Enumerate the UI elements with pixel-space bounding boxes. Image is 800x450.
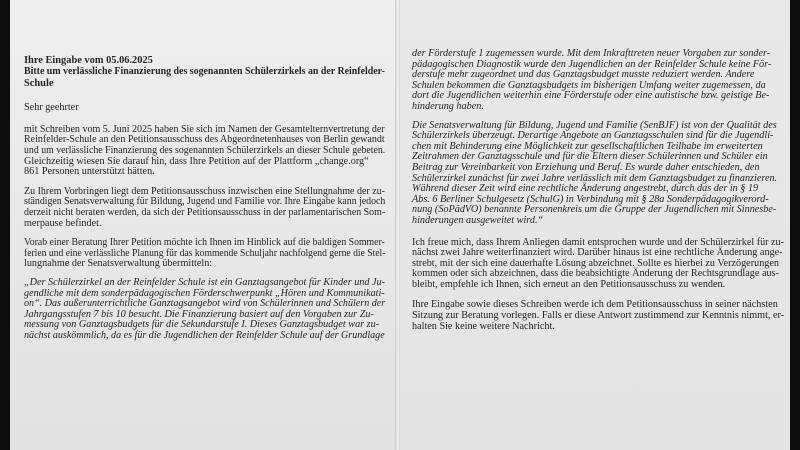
- text-line: hinderung haben.: [412, 100, 484, 112]
- text-line: mit Schreiben vom 5. Juni 2025 haben Sie sich im Namen der Gesamtelternvertretung der: [24, 123, 385, 135]
- letter-page-right: [400, 0, 790, 450]
- text-line: Schülerzirkels überzeugt. Derartige Angebote an Ganztagsschulen sind für die Jugendli-: [412, 130, 774, 142]
- quoted-statement-decision: [412, 121, 784, 227]
- paragraph-status: [24, 187, 385, 229]
- text-line: bleibt, empfehle ich Ihnen, sich erneut an den Petitionsausschuss zu wenden.: [412, 278, 726, 290]
- subject-line: Schule: [24, 77, 54, 89]
- text-line: nächst auskömmlich, da es für die Jugendlichen der Reinfelder Schule auf der Grundlage: [24, 329, 385, 341]
- text-line: dort die Jugendlichen weiterhin eine Förderstufe oder eine autistische bzw. geistige Be-: [412, 90, 770, 102]
- text-line: kommen oder sich abzeichnen, dass die beabsichtigte Änderung der Rechtsgrundlage aus-: [412, 268, 779, 280]
- text-line: strebt, mit der sich eine dauerhafte Lösung abzeichnet. Sollte es hierbei zu Verzögerungen: [412, 257, 779, 269]
- text-line: nächst zwei Jahre weiterfinanziert wird. Darüber hinaus ist eine rechtliche Änderung ange-: [412, 247, 783, 259]
- text-line: Während dieser Zeit wird eine rechtliche Änderung angestrebt, durch das der in § 19: [412, 183, 759, 195]
- letter-page-left: [10, 0, 395, 450]
- scan-border-left: [0, 0, 10, 450]
- text-line: hinderungen ausgeweitet wird.“: [412, 214, 544, 226]
- paragraph-intro: [24, 125, 385, 178]
- quoted-statement-start: [24, 278, 385, 342]
- letter-subject: [24, 55, 385, 89]
- quoted-statement-continued: [412, 49, 784, 113]
- text-line: Jahrgangsstufen 7 bis 10 besucht. Die Finanzierung basiert auf den Vorgaben zur Zu-: [24, 308, 374, 320]
- text-line: nung (SoPädVO) benannte Personenkreis um die Gruppe der Jugendlichen mit Sinnesbe-: [412, 204, 777, 216]
- text-line: messung von Ganztagsbudgets für die Sekundarstufe I. Dieses Ganztagsbudget war zu-: [24, 319, 380, 331]
- text-line: der Förderstufe 1 zugemessen wurde. Mit dem Inkrafttreten neuer Vorgaben zur sonder-: [412, 48, 771, 59]
- text-line: ferien und eine verlässliche Planung für das kommende Schuljahr nachfolgend gerne die Stel-: [24, 247, 386, 259]
- paragraph-next-steps: [412, 300, 784, 332]
- text-line: chen mit Behinderung eine Möglichkeit zur gesellschaftlichen Teilhabe im erweiterten: [412, 140, 763, 152]
- text-line: derzeit nicht beraten werden, da sich der Petitionsausschuss in der parlamentarischen Som-: [24, 206, 386, 218]
- salutation: Sehr geehrter: [24, 102, 79, 114]
- text-line: 861 Personen unterstützt hätten.: [24, 166, 155, 178]
- text-line: Zeitrahmen der Ganztagsschule und für die Eltern dieser Schülerinnen und Schüler ein: [412, 151, 768, 163]
- text-line: Die Senatsverwaltung für Bildung, Jugend und Familie (SenBJF) ist von der Qualität des: [412, 119, 777, 131]
- paragraph-outcome: [412, 238, 784, 291]
- text-line: Sitzung zur Beratung vorlegen. Falls er diese Antwort zustimmend zur Kenntnis nimmt, er-: [412, 310, 785, 322]
- text-line: Schulen bekommen die Ganztagsbudgets im bisherigen Umfang weiter zugemessen, da: [412, 79, 766, 91]
- text-line: Reinfelder-Schule an den Petitionsausschuss des Abgeordnetenhauses von Berlin gewandt: [24, 134, 385, 146]
- text-line: Abs. 6 Berliner Schulgesetz (SchulG) in Verbindung mit § 28a Sonderpädagogikverord-: [412, 193, 769, 205]
- text-line: ständigen Senatsverwaltung für Bildung, Jugend und Familie vor. Ihre Eingabe kann jedoch: [24, 196, 386, 208]
- text-line: Beitrag zur Vereinbarkeit von Erziehung und Beruf. Es wurde daher entschieden, den: [412, 161, 760, 173]
- text-line: Ich freue mich, dass Ihrem Anliegen damit entsprochen wurde und der Schülerzirkel für zu-: [412, 236, 785, 248]
- text-line: Vorab einer Beratung Ihrer Petition möchte ich Ihnen im Hinblick auf die baldigen Sommer-: [24, 237, 385, 249]
- subject-line: Bitte um verlässliche Finanzierung des sogenannten Schülerzirkels an der Reinfelder-: [24, 66, 385, 78]
- text-line: Schülerzirkel zunächst für zwei Jahre verlässlich mit dem Ganztagsbudget zu finanzieren.: [412, 172, 778, 184]
- scan-border-right: [790, 0, 800, 450]
- text-line: Zu Ihrem Vorbringen liegt dem Petitionsausschuss inzwischen eine Stellungnahme der zu-: [24, 185, 386, 197]
- text-line: pädagogischen Diagnostik wurde den Jugendlichen an der Reinfelder Schule keine För-: [412, 58, 772, 70]
- text-line: derstufe mehr zugeordnet und das Ganztagsbudget musste reduziert werden. Andere: [412, 69, 755, 81]
- paragraph-preface: [24, 238, 385, 270]
- subject-date-line: Ihre Eingabe vom 05.06.2025: [24, 55, 153, 66]
- text-line: Gleichzeitig wiesen Sie darauf hin, dass Ihre Petition auf der Plattform „change.org“: [24, 155, 369, 167]
- text-line: Ihre Eingabe sowie dieses Schreiben werde ich dem Petitionsausschuss in seiner nächsten: [412, 299, 778, 311]
- text-line: halten Sie keine weitere Nachricht.: [412, 320, 555, 332]
- text-line: „Der Schülerzirkel an der Reinfelder Schule ist ein Ganztagsangebot für Kinder und Ju-: [24, 276, 386, 288]
- text-line: und um verlässliche Finanzierung des sogenannten Schülerzirkels an dieser Schule gebeten.: [24, 145, 386, 156]
- text-line: merpause befindet.: [24, 217, 102, 229]
- text-line: gendliche mit dem sonderpädagogischen Förderschwerpunkt „Hören und Kommunikati-: [24, 287, 385, 299]
- text-line: lungnahme der Senatsverwaltung übermitteln:: [24, 258, 213, 270]
- text-line: on“. Das außerunterrichtliche Ganztagsangebot wird von Schülerinnen und Schülern der: [24, 298, 386, 310]
